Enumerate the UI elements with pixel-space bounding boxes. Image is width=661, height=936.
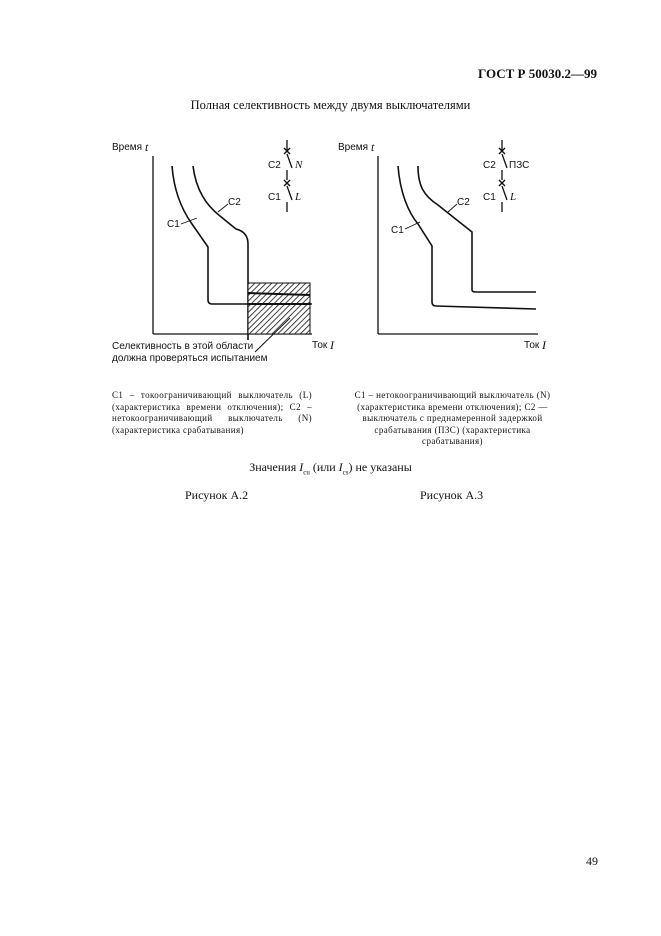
leader-c1 xyxy=(405,222,420,229)
values-sub1: cu xyxy=(303,468,310,477)
svg-text:ПЗС: ПЗС xyxy=(509,160,530,171)
page-number: 49 xyxy=(586,854,598,868)
figure-a2 xyxy=(112,140,335,352)
svg-text:C2: C2 xyxy=(483,160,496,171)
caption-a3: Рисунок А.3 xyxy=(420,488,484,502)
values-sym1: I xyxy=(299,460,304,474)
figure-a3 xyxy=(338,140,547,352)
svg-text:C1: C1 xyxy=(268,192,281,203)
selectivity-test-area xyxy=(248,283,310,334)
leader-c2 xyxy=(448,204,457,212)
selectivity-note-line-1: Селективность в этой области xyxy=(112,341,254,352)
standard-number: ГОСТ Р 50030.2—99 xyxy=(478,66,597,81)
y-axis-label: Время xyxy=(112,142,143,153)
selectivity-note-line-2: должна проверяться испытанием xyxy=(112,352,268,364)
svg-text:C2: C2 xyxy=(268,160,281,171)
values-prefix: Значения xyxy=(249,460,297,474)
figure-group-title: Полная селективность между двумя выключателями xyxy=(190,98,471,112)
label-c1: C1 xyxy=(167,219,180,230)
leader-c2 xyxy=(218,204,228,212)
y-axis-label: Время xyxy=(338,142,369,153)
x-axis-label: Ток xyxy=(312,340,328,351)
legend-a2: C1 – токоограничивающий выключатель (L) (характеристика времени отключения); C2 – нетокоограничивающий выключатель (N) (характеристика срабатывания) xyxy=(112,390,312,435)
x-axis-variable: I xyxy=(330,338,334,352)
switch-diagram xyxy=(483,140,529,212)
values-suffix: ) не указаны xyxy=(348,460,412,474)
values-note xyxy=(0,460,661,476)
selectivity-note xyxy=(112,341,267,364)
x-axis-label: Ток xyxy=(524,340,540,351)
curve-c2 xyxy=(193,166,248,340)
label-c2: C2 xyxy=(457,197,470,208)
y-axis-variable: t xyxy=(145,140,149,154)
y-axis-variable: t xyxy=(371,140,375,154)
values-mid: (или xyxy=(312,460,336,474)
x-axis-variable: I xyxy=(542,338,546,352)
svg-text:C1: C1 xyxy=(483,192,496,203)
caption-a2: Рисунок А.2 xyxy=(185,488,249,502)
svg-text:L: L xyxy=(295,191,302,203)
legend-a3: C1 – нетокоограничивающий выключатель (N) (характеристика времени отключения); C2 — выключатель с преднамеренной задержкой срабатывания (ПЗС) (характеристика срабатывания) xyxy=(354,390,551,446)
curve-c2 xyxy=(418,166,536,292)
label-c1: C1 xyxy=(391,225,404,236)
label-c2: C2 xyxy=(228,197,241,208)
switch-diagram xyxy=(268,140,303,212)
values-sub2: cs xyxy=(342,468,349,477)
values-sym2: I xyxy=(338,460,343,474)
svg-text:L: L xyxy=(510,191,517,203)
curve-c1 xyxy=(398,166,536,309)
svg-text:N: N xyxy=(295,159,303,171)
